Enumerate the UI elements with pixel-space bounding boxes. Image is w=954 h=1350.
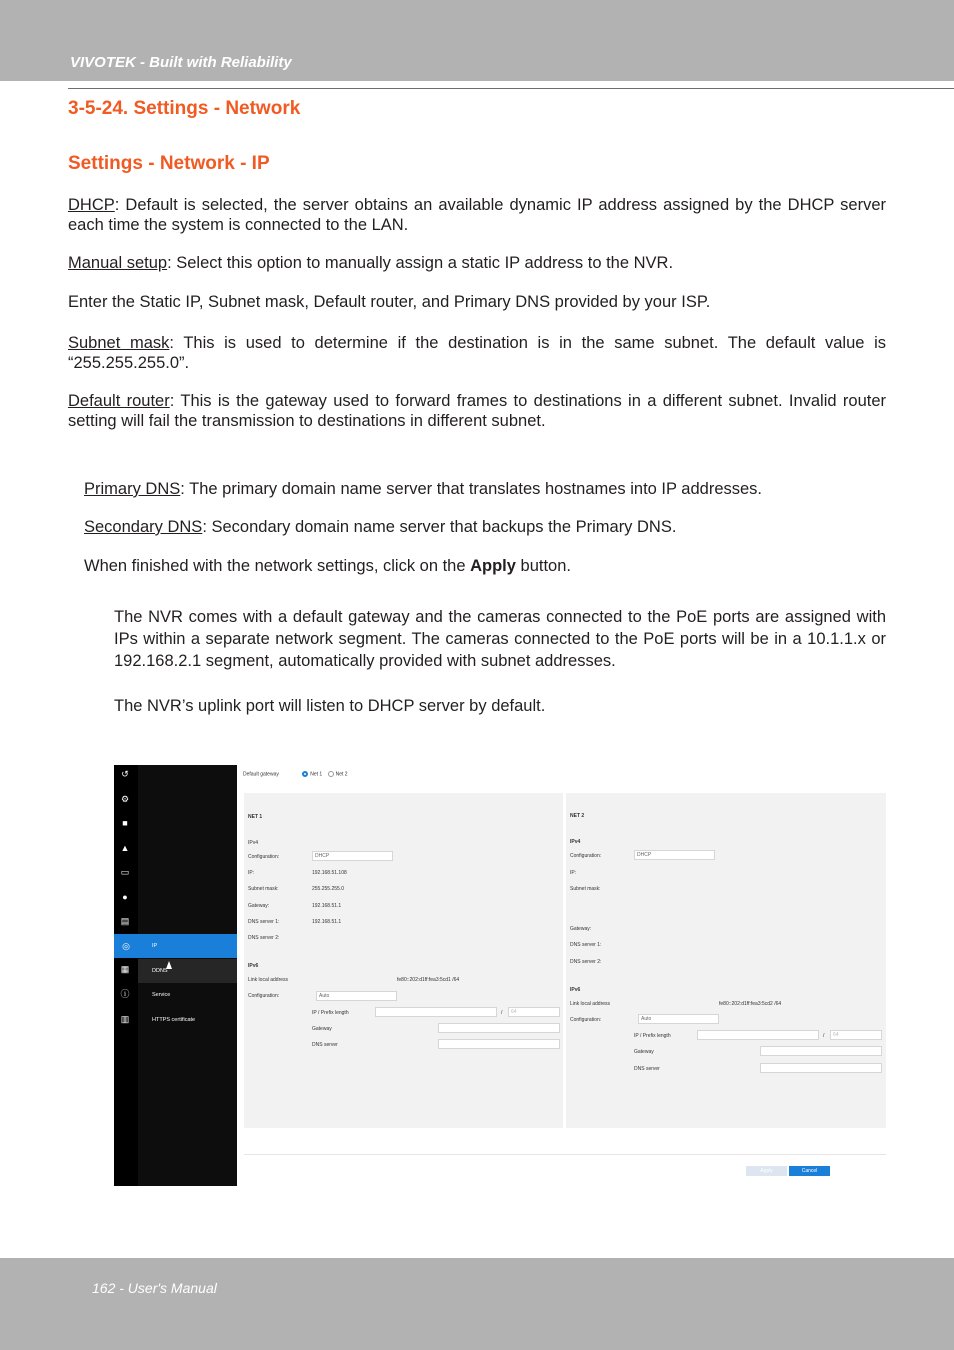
section-title: 3-5-24. Settings - Network [68,98,301,119]
net2-panel [566,793,886,1128]
finish-post: button. [515,557,571,575]
gear-icon[interactable]: ⚙ [120,794,130,804]
cancel-button[interactable]: Cancel [789,1166,830,1176]
camera-icon[interactable]: ■ [122,818,128,828]
manual-paragraph [68,253,886,273]
net1-dns2-label: DNS server 2: [248,935,280,941]
icon-rail [114,765,138,1186]
net2-linklocal-value: fe80::202:d1ff:fea3:5cd2 /64 [719,1001,782,1007]
net2-ip-label: IP: [570,870,577,876]
net2-linklocal-label: Link local address [570,1001,611,1007]
net1-v6-config-label: Configuration: [248,993,280,999]
net1-ip-value: 192.168.51.108 [312,870,347,876]
net1-v6-dns-input[interactable] [438,1039,560,1049]
note-paragraph-1: The NVR comes with a default gateway and the cameras connected to the PoE ports are assigned with IPs within a separate network segment. The cameras connected to the PoE ports will be in a 10.1.1.x or 192.168.2.1 segment, automatically provided with subnet addresses. [114,608,886,670]
net1-v6-config-select[interactable]: Auto [316,991,397,1001]
net1-ipv6-heading: IPv6 [248,963,259,969]
net1-ipv4-heading: IPv4 [248,840,259,846]
enter-paragraph: Enter the Static IP, Subnet mask, Default router, and Primary DNS provided by your ISP. [68,293,711,311]
net2-v6-dns-label: DNS server [634,1066,660,1072]
net2-ipv6-heading: IPv6 [570,987,581,993]
net2-prefix-input[interactable]: 64 [830,1030,882,1040]
playback-icon[interactable]: ↺ [121,769,129,779]
subnet-term: Subnet mask [68,334,170,352]
info-icon[interactable]: ⓘ [120,989,130,999]
default-gateway-row [243,771,348,777]
net2-config-label: Configuration: [570,853,602,859]
net1-gateway-value: 192.168.51.1 [312,903,342,909]
net2-dns2-label: DNS server 2: [570,959,602,965]
default-gateway-label: Default gateway [243,771,279,778]
subsection-title: Settings - Network - IP [68,153,270,174]
manual-text: : Select this option to manually assign a static IP address to the NVR. [167,254,674,272]
subnav-service[interactable]: Service [152,992,171,998]
net2-v6-dns-input[interactable] [760,1063,882,1073]
pdns-term: Primary DNS [84,480,181,498]
net1-linklocal-label: Link local address [248,977,289,983]
router-text: : This is the gateway used to forward frames to destinations in a different subnet. Invalid router setting will fail the transmission to destinations in different subnet. [68,392,887,430]
net1-v6-gateway-input[interactable] [438,1023,560,1033]
subnet-paragraph [68,333,886,373]
display-icon[interactable]: ▭ [120,867,130,877]
net1-ip-label: IP: [248,870,255,876]
settings-main [237,765,886,1186]
net1-v6-gateway-label: Gateway [312,1026,332,1032]
net2-v6-config-label: Configuration: [570,1017,602,1023]
dhcp-term: DHCP [68,196,115,214]
net2-prefix-slash: / [823,1033,825,1039]
net2-prefix-label: IP / Prefix length [634,1033,671,1039]
pdns-text: : The primary domain name server that translates hostnames into IP addresses. [180,480,763,498]
subnet-text: : This is used to determine if the destination is in the same subnet. The default value is “255.255.255.0”. [68,334,886,372]
pdns-paragraph [84,479,886,499]
mouse-cursor-icon [166,961,172,969]
header-rule [68,88,954,89]
net2-ipv6-address-input[interactable] [697,1030,819,1040]
net1-prefix-label: IP / Prefix length [312,1010,349,1016]
finish-pre: When finished with the network settings, click on the [84,557,471,575]
net2-v6-config-select[interactable]: Auto [638,1014,719,1024]
note-paragraph-2: The NVR’s uplink port will listen to DHCP server by default. [114,697,546,715]
page-footer [0,1258,954,1350]
router-term: Default router [68,392,170,410]
net1-config-select[interactable]: DHCP [312,851,393,861]
net2-gateway-label: Gateway: [570,926,592,932]
brand-tagline: VIVOTEK - Built with Reliability [70,54,292,71]
user-icon[interactable]: ● [122,892,128,902]
apps-grid-icon[interactable]: ▦ [120,964,130,974]
apply-button[interactable]: Apply [746,1166,787,1176]
net1-gateway-label: Gateway: [248,903,270,909]
apply-word: Apply [470,557,516,575]
net1-panel [244,793,563,1128]
sdns-text: : Secondary domain name server that backups the Primary DNS. [202,518,677,536]
net2-v6-gateway-input[interactable] [760,1046,882,1056]
net2-subnet-label: Subnet mask: [570,886,601,892]
network-settings-screenshot [114,765,886,1186]
subnav-ddns[interactable]: DDNS [138,959,237,983]
net2-radio[interactable] [328,771,334,777]
net1-title: NET 1 [248,814,263,820]
subnav-ip[interactable]: IP [138,934,237,958]
net2-option-label: Net 2 [335,771,348,778]
net1-subnet-value: 255.255.255.0 [312,886,344,892]
network-globe-icon[interactable]: ◎ [114,934,138,958]
net1-radio[interactable] [302,771,308,777]
net1-linklocal-value: fe80::202:d1ff:fea3:5cd1 /64 [397,977,460,983]
footer-divider [244,1154,886,1155]
net2-ipv4-heading: IPv4 [570,839,581,845]
net2-v6-gateway-label: Gateway [634,1049,654,1055]
subnav-https-certificate[interactable]: HTTPS certificate [152,1017,196,1023]
manual-term: Manual setup [68,254,168,272]
net2-title: NET 2 [570,813,585,819]
alarm-icon[interactable]: ▲ [120,843,130,853]
net1-prefix-slash: / [501,1010,503,1016]
storage-icon[interactable]: ▤ [120,916,130,926]
net1-prefix-input[interactable]: 64 [508,1007,560,1017]
dhcp-paragraph [68,195,886,235]
calendar-icon[interactable]: ▥ [120,1014,130,1024]
net2-config-select[interactable]: DHCP [634,850,715,860]
page-number: 162 - User's Manual [92,1280,217,1296]
net1-subnet-label: Subnet mask: [248,886,279,892]
router-paragraph [68,391,886,431]
net1-dns1-value: 192.168.51.1 [312,919,342,925]
network-subnav [138,765,237,1186]
net1-dns1-label: DNS server 1: [248,919,280,925]
net1-v6-dns-label: DNS server [312,1042,338,1048]
dhcp-text: : Default is selected, the server obtains an available dynamic IP address assigned by the DHCP server each time the system is connected to the LAN. [68,196,886,234]
finish-paragraph [84,556,886,576]
sdns-paragraph [84,517,886,537]
page-header [0,0,954,81]
sdns-term: Secondary DNS [84,518,203,536]
net1-config-label: Configuration: [248,854,280,860]
net1-option-label: Net 1 [310,771,323,778]
net1-ipv6-address-input[interactable] [375,1007,497,1017]
net2-dns1-label: DNS server 1: [570,942,602,948]
